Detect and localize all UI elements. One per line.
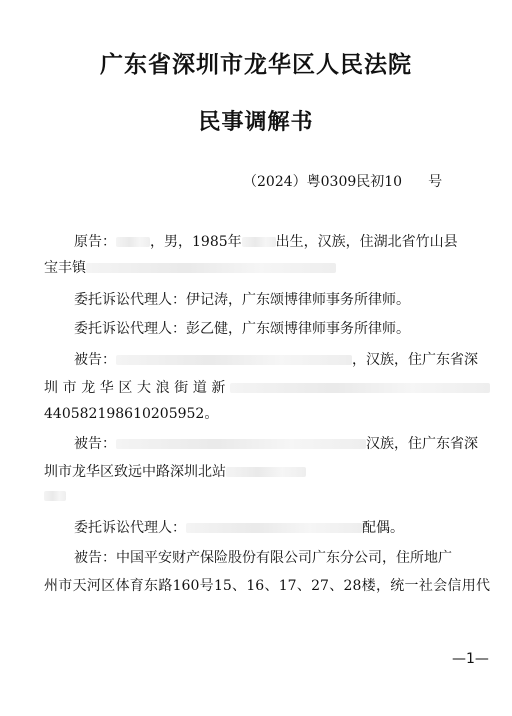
redacted-text (186, 523, 362, 533)
defendant1-address-cont: 圳市龙华区大浪街道新 (44, 380, 230, 396)
defendant-label: 被告： (74, 352, 116, 368)
plaintiff-line-2 (44, 258, 490, 278)
redacted-text (116, 237, 150, 247)
case-number-prefix: （2024）粤0309民初10 (243, 174, 403, 190)
defendant3-line-1: 被告：中国平安财产保险股份有限公司广东分公司，住所地广 (74, 550, 452, 566)
redacted-text (116, 439, 366, 449)
defendant1-id: 440582198610205952。 (44, 406, 219, 422)
case-number (243, 171, 442, 191)
defendant2-line-2 (44, 462, 490, 482)
agent3-relation: 配偶。 (362, 520, 404, 536)
court-name: 广东省深圳市龙华区人民法院 (100, 51, 412, 78)
agent-line-1: 委托诉讼代理人：伊记涛，广东颂博律师事务所律师。 (74, 292, 410, 308)
defendant2-ethnicity-address: 汉族，住广东省深 (366, 436, 478, 452)
case-number-suffix: 号 (428, 174, 443, 190)
defendant1-line-1 (44, 350, 512, 370)
redacted-text (242, 237, 276, 247)
redacted-text (44, 491, 66, 501)
defendant-label: 被告： (74, 436, 116, 452)
document-type: 民事调解书 (198, 109, 314, 135)
defendant2-line-3 (44, 486, 490, 506)
redacted-text (116, 355, 352, 365)
plaintiff-address-cont: 宝丰镇 (44, 260, 86, 276)
redacted-text (86, 263, 336, 273)
defendant2-address-cont: 圳市龙华区致远中路深圳北站 (44, 464, 226, 480)
plaintiff-label: 原告： (74, 234, 116, 250)
agent-line-3 (44, 518, 512, 538)
plaintiff-gender-year: ，男，1985年 (150, 234, 242, 250)
redacted-text (230, 383, 490, 393)
defendant1-line-2 (44, 378, 490, 398)
plaintiff-birth-address: 出生，汉族，住湖北省竹山县 (275, 234, 458, 250)
defendant3-line-2: 州市天河区体育东路160号15、16、17、27、28楼，统一社会信用代 (44, 578, 490, 594)
plaintiff-line-1 (44, 232, 512, 252)
agent-line-2: 委托诉讼代理人：彭乙健，广东颂博律师事务所律师。 (74, 321, 410, 337)
defendant2-line-1 (44, 434, 512, 454)
agent-label: 委托诉讼代理人： (74, 520, 186, 536)
defendant1-ethnicity-address: ，汉族，住广东省深 (352, 352, 478, 368)
page-number: —1— (452, 651, 489, 667)
redacted-text (226, 467, 306, 477)
